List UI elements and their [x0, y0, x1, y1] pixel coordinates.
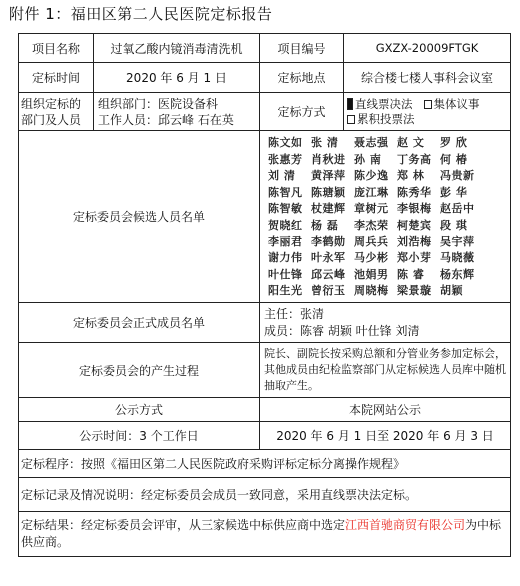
publicity-method-label: 公示方式	[19, 398, 260, 422]
candidate-name: 陈文如	[268, 136, 303, 150]
candidate-name: 曾衍玉	[311, 284, 346, 298]
candidate-row	[268, 168, 506, 184]
candidate-name: 章树元	[354, 202, 389, 216]
candidate-row	[268, 267, 506, 283]
candidate-name: 杨东辉	[440, 267, 475, 281]
candidate-name: 张惠芳	[268, 152, 303, 166]
row-publicity-method	[19, 398, 511, 422]
candidate-name: 李丽君	[268, 234, 303, 248]
method-option-label: 累积投票法	[357, 111, 415, 126]
row-time-place	[19, 63, 511, 93]
candidate-name: 黄泽萍	[311, 169, 346, 183]
candidate-name: 柯楚宾	[397, 218, 432, 232]
candidates-label: 定标委员会候选人员名单	[19, 131, 260, 303]
candidate-name: 郑 林	[397, 169, 425, 183]
row-members	[19, 303, 511, 343]
organizer-label-line2: 部门及人员	[21, 112, 82, 127]
bid-place-value: 综合楼七楼人事科会议室	[344, 63, 511, 93]
candidate-name: 陈 睿	[397, 267, 425, 281]
candidate-name: 叶仕锋	[268, 267, 303, 281]
row-result	[19, 512, 511, 557]
organizer-label	[19, 93, 94, 131]
candidate-row	[268, 135, 506, 151]
members-label: 定标委员会正式成员名单	[19, 303, 260, 343]
members-list: 成员：陈睿 胡颖 叶仕锋 刘清	[264, 323, 420, 338]
candidate-name: 丁务高	[397, 152, 432, 166]
candidate-name: 赵 文	[397, 136, 425, 150]
candidate-name: 周兵兵	[354, 234, 389, 248]
candidates-grid	[268, 135, 506, 299]
winner-name: 江西首驰商贸有限公司	[345, 518, 466, 532]
result-text	[19, 512, 511, 557]
result-prefix: 定标结果：经定标委员会评审，从三家候选中标供应商中选定	[21, 518, 346, 532]
unchecked-checkbox[interactable]	[424, 100, 432, 109]
process-text: 院长、副院长按采购总额和分管业务参加定标会，其他成员由纪检监察部门从定标候选人员库中随机抽取产生。	[260, 343, 511, 398]
candidate-name: 杨 磊	[311, 218, 339, 232]
candidate-name: 庞江琳	[354, 185, 389, 199]
members-director: 主任：张清	[264, 306, 325, 321]
publicity-time-value: 2020 年 6 月 1 日至 2020 年 6 月 3 日	[260, 422, 511, 450]
method-option-row-1	[346, 97, 508, 112]
row-project	[19, 34, 511, 63]
candidate-name: 刘浩梅	[397, 234, 432, 248]
members-value	[260, 303, 511, 343]
candidate-name: 周晓梅	[354, 284, 389, 298]
row-record	[19, 478, 511, 512]
result-suffix: 为中标供应商。	[21, 518, 502, 549]
candidate-row	[268, 185, 506, 201]
method-option-label: 直线票决法	[355, 96, 413, 111]
candidate-name: 邱云峰	[311, 267, 346, 281]
organizer-label-line1: 组织定标的	[21, 96, 82, 111]
bid-time-value: 2020 年 6 月 1 日	[94, 63, 260, 93]
candidates-list	[260, 131, 511, 303]
candidate-name: 贺晓红	[268, 218, 303, 232]
candidate-row	[268, 218, 506, 234]
candidate-name: 赵岳中	[440, 202, 475, 216]
project-name-value: 过氧乙酸内镜消毒清洗机	[94, 34, 260, 63]
checked-checkbox[interactable]	[347, 98, 353, 110]
candidate-name: 李鹤勋	[311, 234, 346, 248]
row-procedure	[19, 450, 511, 478]
organizer-dept: 组织部门：医院设备科	[98, 96, 219, 111]
candidate-name: 李银梅	[397, 202, 432, 216]
project-name-label: 项目名称	[19, 34, 94, 63]
candidate-name: 彭 华	[440, 185, 468, 199]
process-label: 定标委员会的产生过程	[19, 343, 260, 398]
candidate-name: 段 琪	[440, 218, 468, 232]
candidate-name: 马晓薇	[440, 251, 475, 265]
candidate-row	[268, 250, 506, 266]
row-process	[19, 343, 511, 398]
candidate-name: 郑小芽	[397, 251, 432, 265]
candidate-name: 何 椿	[440, 152, 468, 166]
candidate-name: 池娟男	[354, 267, 389, 281]
method-label: 定标方式	[260, 93, 344, 131]
candidate-name: 叶永军	[311, 251, 346, 265]
candidate-row	[268, 234, 506, 250]
project-no-value: GXZX-20009FTGK	[344, 34, 511, 63]
publicity-time-label: 公示时间：3 个工作日	[19, 422, 260, 450]
candidate-row	[268, 283, 506, 299]
document-title: 附件 1：福田区第二人民医院定标报告	[9, 5, 273, 23]
row-candidates	[19, 131, 511, 303]
row-publicity-time	[19, 422, 511, 450]
candidate-name: 张 清	[311, 136, 339, 150]
bid-place-label: 定标地点	[260, 63, 344, 93]
candidate-name: 阳生光	[268, 284, 303, 298]
candidate-name: 吴宇萍	[440, 234, 475, 248]
candidate-name: 陈秀华	[397, 185, 432, 199]
candidate-name: 陈智凡	[268, 185, 303, 199]
organizer-value	[94, 93, 260, 131]
candidate-name: 马少彬	[354, 251, 389, 265]
publicity-method-value: 本院网站公示	[260, 398, 511, 422]
row-organizer	[19, 93, 511, 131]
candidate-row	[268, 152, 506, 168]
candidate-name: 陈智敏	[268, 202, 303, 216]
bid-time-label: 定标时间	[19, 63, 94, 93]
candidate-name: 聂志强	[354, 136, 389, 150]
candidate-name: 刘 清	[268, 169, 296, 183]
procedure-text: 定标程序：按照《福田区第二人民医院政府采购评标定标分离操作规程》	[19, 450, 511, 478]
method-options	[344, 93, 511, 131]
candidate-name: 杖建辉	[311, 202, 346, 216]
candidate-name: 陈少逸	[354, 169, 389, 183]
candidate-name: 李杰荣	[354, 218, 389, 232]
method-option-row-2	[346, 112, 508, 127]
candidate-name: 肖秋进	[311, 152, 346, 166]
method-option-label: 集体议事	[433, 96, 480, 111]
candidate-name: 罗 欣	[440, 136, 468, 150]
candidate-name: 梁景璇	[397, 284, 432, 298]
candidate-name: 胡颖	[440, 284, 463, 298]
candidate-name: 孙 南	[354, 152, 382, 166]
candidate-name: 谢力伟	[268, 251, 303, 265]
bid-report-table	[18, 33, 511, 557]
candidate-name: 冯贵新	[440, 169, 475, 183]
unchecked-checkbox[interactable]	[347, 115, 355, 124]
record-text: 定标记录及情况说明：经定标委员会成员一致同意，采用直线票决法定标。	[19, 478, 511, 512]
candidate-name: 陈瑭颖	[311, 185, 346, 199]
candidate-row	[268, 201, 506, 217]
organizer-staff: 工作人员：邱云峰 石在英	[98, 112, 234, 127]
project-no-label: 项目编号	[260, 34, 344, 63]
